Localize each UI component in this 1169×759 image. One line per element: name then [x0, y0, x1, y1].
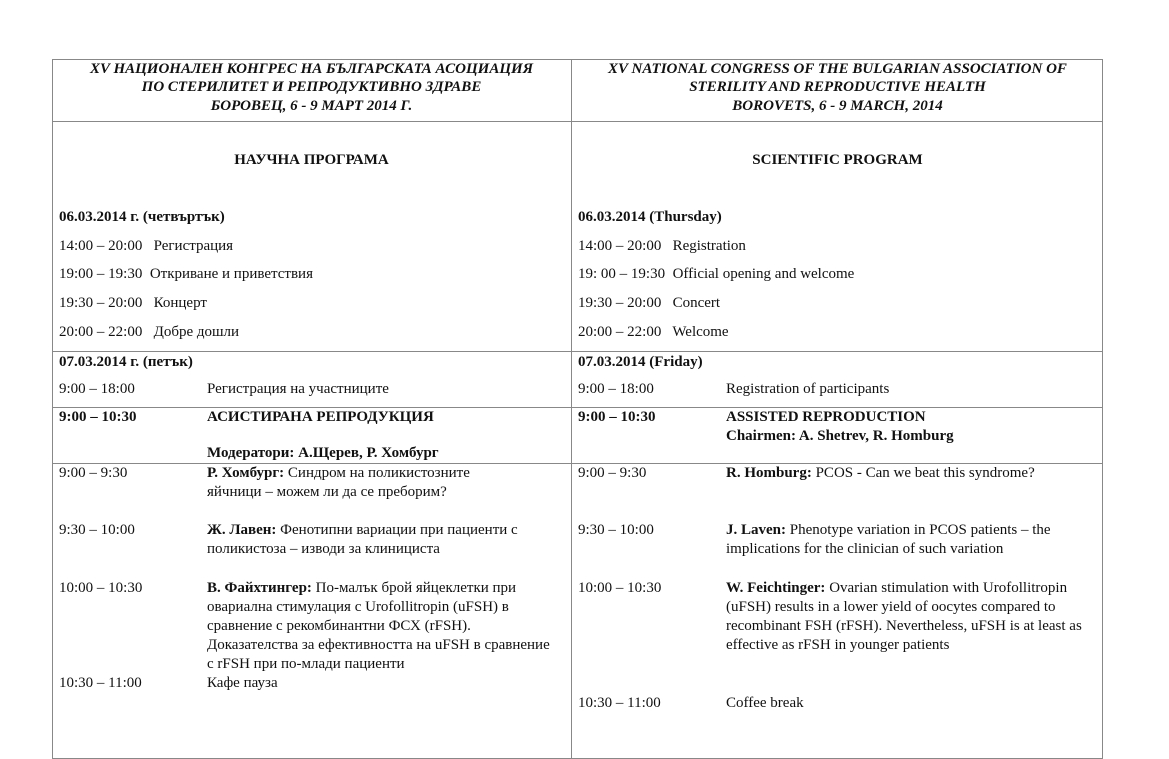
program-title-bg: НАУЧНА ПРОГРАМА: [234, 152, 389, 168]
program-title-en: SCIENTIFIC PROGRAM: [752, 152, 923, 168]
session-chairs-en: Chairmen: A. Shetrev, R. Homburg: [726, 428, 954, 444]
day1-bg-row-time: 19:00 – 19:30 Откриване и приветствия: [59, 266, 313, 282]
session-time-en: 9:00 – 10:30: [578, 409, 656, 425]
talk-entry: W. Feichtinger: Ovarian stimulation with Urofollitropin (uFSH) results in a lower yield of oocytes compared to recombinant FSH (rFSH). Nevertheless, uFSH is at least as effective as rFSH in younger patients: [726, 580, 1082, 653]
session-title-en: ASSISTED REPRODUCTION: [726, 409, 926, 425]
day1-date-en: 06.03.2014 (Thursday): [578, 209, 722, 225]
header-en-line-3: BOROVETS, 6 - 9 MARCH, 2014: [732, 98, 943, 114]
row-divider-header: [52, 121, 1103, 122]
talk-time: 10:30 – 11:00: [578, 695, 661, 711]
day1-bg-row-time: 20:00 – 22:00 Добре дошли: [59, 324, 240, 340]
day1-bg-row-time: 19:30 – 20:00 Концерт: [59, 295, 207, 311]
row-divider-day2: [52, 351, 1103, 352]
coffee-break-en: Coffee break: [726, 695, 804, 711]
talk-time: 9:00 – 9:30: [59, 465, 128, 481]
session-time-bg: 9:00 – 10:30: [59, 409, 137, 425]
header-bg-line-2: ПО СТЕРИЛИТЕТ И РЕПРОДУКТИВНО ЗДРАВЕ: [141, 79, 482, 95]
day1-en-row: 14:00 – 20:00 Registration: [578, 238, 746, 254]
day2-date-bg: 07.03.2014 г. (петък): [59, 354, 193, 370]
talk-entry: В. Файхтингер: По-малък брой яйцеклетки при овариална стимулация с Urofollitropin (uFSH) в сравнение с рекомбинантни ФСХ (rFSH). Доказателства за ефективността на uFSH в сравнение с rFSH при по-млади пациенти: [207, 580, 550, 672]
day2-date-en: 07.03.2014 (Friday): [578, 354, 703, 370]
day1-en-row: 20:00 – 22:00 Welcome: [578, 324, 729, 340]
day2-en-time: 9:00 – 18:00: [578, 381, 654, 397]
talk-time: 10:00 – 10:30: [59, 580, 143, 596]
talk-time: 9:30 – 10:00: [59, 522, 135, 538]
talk-entry: Ж. Лавен: Фенотипни вариации при пациенти с поликистоза – изводи за клинициста: [207, 522, 518, 557]
day2-en-text: Registration of participants: [726, 381, 890, 397]
talk-entry: R. Homburg: PCOS - Can we beat this syndrome?: [726, 465, 1035, 481]
session-title-bg: АСИСТИРАНА РЕПРОДУКЦИЯ: [207, 409, 434, 425]
header-bg-line-1: XV НАЦИОНАЛЕН КОНГРЕС НА БЪЛГАРСКАТА АСОЦИАЦИЯ: [89, 61, 534, 77]
coffee-break-bg: Кафе пауза: [207, 675, 278, 691]
talk-time: 9:30 – 10:00: [578, 522, 654, 538]
day1-bg-row-time: 14:00 – 20:00 Регистрация: [59, 238, 234, 254]
header-bg-line-3: БОРОВЕЦ, 6 - 9 МАРТ 2014 Г.: [210, 98, 413, 114]
session-chairs-bg: Модератори: А.Щерев, Р. Хомбург: [207, 445, 439, 461]
day2-bg-time: 9:00 – 18:00: [59, 381, 135, 397]
talk-time: 10:00 – 10:30: [578, 580, 662, 596]
talk-entry: J. Laven: Phenotype variation in PCOS patients – the implications for the clinician of such variation: [726, 522, 1051, 557]
day1-en-row: 19:30 – 20:00 Concert: [578, 295, 721, 311]
talk-time: 10:30 – 11:00: [59, 675, 142, 691]
day2-bg-text: Регистрация на участниците: [207, 381, 389, 397]
talk-entry: Р. Хомбург: Синдром на поликистозните яйчници – можем ли да се преборим?: [207, 465, 470, 500]
talk-time: 9:00 – 9:30: [578, 465, 647, 481]
header-en-line-2: STERILITY AND REPRODUCTIVE HEALTH: [689, 79, 986, 95]
day1-en-row: 19: 00 – 19:30 Official opening and welcome: [578, 266, 855, 282]
header-en-line-1: XV NATIONAL CONGRESS OF THE BULGARIAN ASSOCIATION OF: [608, 61, 1067, 77]
day1-date-bg: 06.03.2014 г. (четвъртък): [59, 209, 225, 225]
